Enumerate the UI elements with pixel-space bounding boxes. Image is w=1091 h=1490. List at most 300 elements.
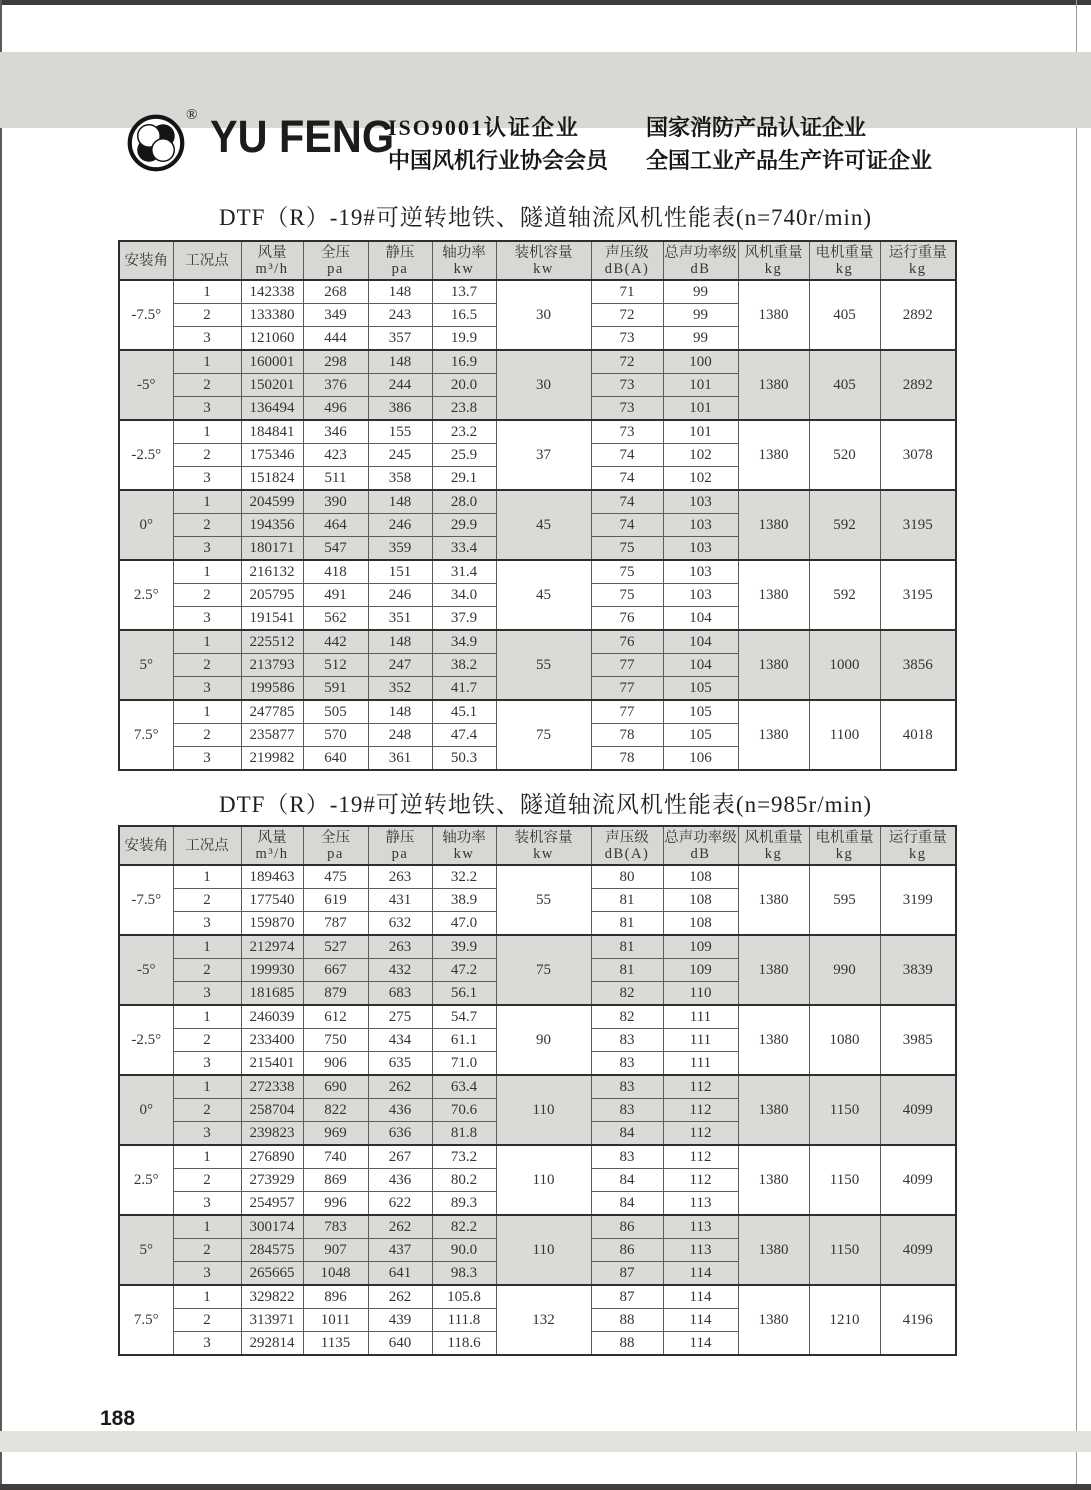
table-row [119, 935, 956, 959]
cell-flow: 216132 [241, 560, 303, 584]
header-row [119, 241, 956, 280]
cell-static-pressure: 386 [368, 397, 432, 421]
cell-motor-weight: 405 [809, 350, 880, 420]
cell-total-pressure: 527 [303, 935, 368, 959]
cell-fan-weight: 1380 [738, 420, 809, 490]
cell-flow: 329822 [241, 1285, 303, 1309]
column-header: 工况点 [173, 826, 241, 865]
cell-point: 3 [173, 1262, 241, 1286]
cell-point: 1 [173, 700, 241, 724]
cell-swl: 111 [663, 1052, 738, 1076]
cell-shaft-power: 80.2 [432, 1169, 496, 1192]
cell-static-pressure: 635 [368, 1052, 432, 1076]
cell-angle: 7.5° [119, 1285, 173, 1355]
cell-capacity: 110 [496, 1215, 591, 1285]
cell-fan-weight: 1380 [738, 280, 809, 350]
cell-total-pressure: 512 [303, 654, 368, 677]
cell-point: 3 [173, 1332, 241, 1356]
cell-spl: 73 [591, 374, 663, 397]
cell-shaft-power: 61.1 [432, 1029, 496, 1052]
cell-motor-weight: 1080 [809, 1005, 880, 1075]
cell-fan-weight: 1380 [738, 700, 809, 770]
cell-flow: 160001 [241, 350, 303, 374]
cell-shaft-power: 37.9 [432, 607, 496, 631]
cell-shaft-power: 32.2 [432, 865, 496, 889]
cell-spl: 84 [591, 1192, 663, 1216]
column-header: 风机重量 kg [738, 241, 809, 280]
cell-angle: -2.5° [119, 1005, 173, 1075]
table-row [119, 1285, 956, 1309]
cell-total-pressure: 298 [303, 350, 368, 374]
cell-swl: 114 [663, 1262, 738, 1286]
cell-spl: 81 [591, 959, 663, 982]
performance-table [118, 825, 957, 1356]
cell-spl: 74 [591, 490, 663, 514]
cell-shaft-power: 111.8 [432, 1309, 496, 1332]
cell-swl: 100 [663, 350, 738, 374]
cell-static-pressure: 148 [368, 350, 432, 374]
cell-shaft-power: 73.2 [432, 1145, 496, 1169]
cell-flow: 199586 [241, 677, 303, 701]
cell-flow: 205795 [241, 584, 303, 607]
cell-angle: 2.5° [119, 560, 173, 630]
cell-flow: 151824 [241, 467, 303, 491]
cell-static-pressure: 361 [368, 747, 432, 771]
cell-spl: 84 [591, 1169, 663, 1192]
cert-line: ISO9001认证企业 [388, 115, 580, 140]
cell-operating-weight: 3199 [880, 865, 956, 935]
column-header: 运行重量 kg [880, 241, 956, 280]
fan-pinwheel-logo-icon [126, 113, 186, 173]
cell-total-pressure: 869 [303, 1169, 368, 1192]
cell-total-pressure: 418 [303, 560, 368, 584]
cell-spl: 78 [591, 724, 663, 747]
cell-angle: -5° [119, 350, 173, 420]
cell-static-pressure: 437 [368, 1239, 432, 1262]
cell-capacity: 45 [496, 490, 591, 560]
cell-point: 3 [173, 982, 241, 1006]
cell-static-pressure: 262 [368, 1215, 432, 1239]
cell-swl: 101 [663, 374, 738, 397]
cell-operating-weight: 4099 [880, 1075, 956, 1145]
cell-point: 2 [173, 374, 241, 397]
cell-total-pressure: 562 [303, 607, 368, 631]
cell-static-pressure: 434 [368, 1029, 432, 1052]
table-row [119, 1005, 956, 1029]
cell-spl: 84 [591, 1122, 663, 1146]
cell-total-pressure: 511 [303, 467, 368, 491]
cell-total-pressure: 619 [303, 889, 368, 912]
cell-swl: 114 [663, 1332, 738, 1356]
cell-swl: 108 [663, 865, 738, 889]
cell-static-pressure: 263 [368, 935, 432, 959]
column-header: 风量 m³/h [241, 241, 303, 280]
cell-motor-weight: 1000 [809, 630, 880, 700]
cell-flow: 233400 [241, 1029, 303, 1052]
cell-flow: 199930 [241, 959, 303, 982]
cell-flow: 284575 [241, 1239, 303, 1262]
cell-shaft-power: 71.0 [432, 1052, 496, 1076]
cell-swl: 103 [663, 584, 738, 607]
cell-flow: 235877 [241, 724, 303, 747]
cell-swl: 110 [663, 982, 738, 1006]
cell-fan-weight: 1380 [738, 935, 809, 1005]
cell-operating-weight: 4018 [880, 700, 956, 770]
cell-spl: 83 [591, 1052, 663, 1076]
cell-point: 1 [173, 280, 241, 304]
cell-static-pressure: 148 [368, 630, 432, 654]
cell-shaft-power: 16.5 [432, 304, 496, 327]
cell-flow: 215401 [241, 1052, 303, 1076]
cell-shaft-power: 39.9 [432, 935, 496, 959]
column-header: 全压 pa [303, 826, 368, 865]
cell-swl: 112 [663, 1169, 738, 1192]
cell-swl: 104 [663, 607, 738, 631]
cell-swl: 108 [663, 889, 738, 912]
cell-swl: 104 [663, 654, 738, 677]
cell-flow: 177540 [241, 889, 303, 912]
cell-fan-weight: 1380 [738, 1075, 809, 1145]
cell-spl: 76 [591, 607, 663, 631]
cell-fan-weight: 1380 [738, 630, 809, 700]
performance-table [118, 240, 957, 771]
column-header: 声压级 dB(A) [591, 241, 663, 280]
cell-flow: 273929 [241, 1169, 303, 1192]
cell-static-pressure: 244 [368, 374, 432, 397]
cell-total-pressure: 570 [303, 724, 368, 747]
cell-spl: 73 [591, 327, 663, 351]
cert-line: 国家消防产品认证企业 [646, 115, 867, 140]
cell-point: 2 [173, 444, 241, 467]
cell-shaft-power: 34.9 [432, 630, 496, 654]
cell-operating-weight: 3839 [880, 935, 956, 1005]
cell-point: 2 [173, 1099, 241, 1122]
cell-shaft-power: 33.4 [432, 537, 496, 561]
cell-point: 2 [173, 1169, 241, 1192]
cell-spl: 78 [591, 747, 663, 771]
cell-shaft-power: 38.9 [432, 889, 496, 912]
cell-static-pressure: 267 [368, 1145, 432, 1169]
column-header: 风机重量 kg [738, 826, 809, 865]
cell-swl: 109 [663, 959, 738, 982]
cell-motor-weight: 592 [809, 490, 880, 560]
cell-angle: -7.5° [119, 865, 173, 935]
cell-static-pressure: 439 [368, 1309, 432, 1332]
cell-static-pressure: 622 [368, 1192, 432, 1216]
cell-swl: 101 [663, 397, 738, 421]
cell-swl: 103 [663, 490, 738, 514]
cell-total-pressure: 475 [303, 865, 368, 889]
performance-table-985rpm [118, 825, 956, 1356]
cell-capacity: 75 [496, 935, 591, 1005]
cell-static-pressure: 640 [368, 1332, 432, 1356]
cell-flow: 159870 [241, 912, 303, 936]
cell-motor-weight: 592 [809, 560, 880, 630]
cell-swl: 112 [663, 1122, 738, 1146]
cell-point: 3 [173, 912, 241, 936]
cell-total-pressure: 896 [303, 1285, 368, 1309]
cell-capacity: 30 [496, 280, 591, 350]
column-header: 总声功率级 dB [663, 826, 738, 865]
cell-angle: -2.5° [119, 420, 173, 490]
cell-spl: 86 [591, 1215, 663, 1239]
cell-total-pressure: 464 [303, 514, 368, 537]
cell-shaft-power: 105.8 [432, 1285, 496, 1309]
cell-total-pressure: 667 [303, 959, 368, 982]
cell-static-pressure: 262 [368, 1285, 432, 1309]
cell-point: 1 [173, 1285, 241, 1309]
table-row [119, 630, 956, 654]
cell-flow: 212974 [241, 935, 303, 959]
header-row [119, 826, 956, 865]
cell-spl: 83 [591, 1075, 663, 1099]
cell-static-pressure: 641 [368, 1262, 432, 1286]
column-header: 静压 pa [368, 826, 432, 865]
cell-swl: 103 [663, 514, 738, 537]
column-header: 电机重量 kg [809, 826, 880, 865]
registered-trademark-symbol: ® [186, 107, 198, 123]
table-row [119, 1075, 956, 1099]
cell-shaft-power: 38.2 [432, 654, 496, 677]
column-header: 装机容量 kw [496, 826, 591, 865]
cell-static-pressure: 245 [368, 444, 432, 467]
cell-spl: 87 [591, 1285, 663, 1309]
cell-swl: 112 [663, 1145, 738, 1169]
cell-angle: 5° [119, 630, 173, 700]
cell-capacity: 90 [496, 1005, 591, 1075]
cell-total-pressure: 640 [303, 747, 368, 771]
cell-total-pressure: 547 [303, 537, 368, 561]
cell-total-pressure: 442 [303, 630, 368, 654]
cell-swl: 112 [663, 1075, 738, 1099]
table-row [119, 865, 956, 889]
cell-operating-weight: 2892 [880, 280, 956, 350]
cell-motor-weight: 1150 [809, 1145, 880, 1215]
cell-spl: 80 [591, 865, 663, 889]
cell-total-pressure: 1135 [303, 1332, 368, 1356]
table-row [119, 1215, 956, 1239]
brand-header-band [0, 52, 1091, 173]
cell-total-pressure: 491 [303, 584, 368, 607]
cell-flow: 225512 [241, 630, 303, 654]
cell-static-pressure: 148 [368, 490, 432, 514]
cell-swl: 111 [663, 1005, 738, 1029]
cell-point: 2 [173, 889, 241, 912]
cell-total-pressure: 690 [303, 1075, 368, 1099]
cell-point: 3 [173, 1052, 241, 1076]
cell-motor-weight: 520 [809, 420, 880, 490]
cell-point: 1 [173, 420, 241, 444]
cell-flow: 276890 [241, 1145, 303, 1169]
table-title-740rpm: DTF（R）-19#可逆转地铁、隧道轴流风机性能表(n=740r/min) [218, 205, 873, 230]
cell-shaft-power: 28.0 [432, 490, 496, 514]
cell-fan-weight: 1380 [738, 1145, 809, 1215]
cell-total-pressure: 969 [303, 1122, 368, 1146]
cell-shaft-power: 29.1 [432, 467, 496, 491]
cell-angle: -7.5° [119, 280, 173, 350]
cell-swl: 103 [663, 560, 738, 584]
cell-angle: -5° [119, 935, 173, 1005]
cell-spl: 77 [591, 700, 663, 724]
cell-shaft-power: 118.6 [432, 1332, 496, 1356]
cell-shaft-power: 82.2 [432, 1215, 496, 1239]
cell-flow: 121060 [241, 327, 303, 351]
cell-flow: 254957 [241, 1192, 303, 1216]
brand-name: YU FENG [210, 111, 395, 162]
cell-point: 1 [173, 1005, 241, 1029]
cell-static-pressure: 636 [368, 1122, 432, 1146]
cell-swl: 113 [663, 1192, 738, 1216]
cell-spl: 86 [591, 1239, 663, 1262]
cell-total-pressure: 376 [303, 374, 368, 397]
cell-capacity: 110 [496, 1075, 591, 1145]
cell-operating-weight: 3856 [880, 630, 956, 700]
cell-flow: 239823 [241, 1122, 303, 1146]
cell-shaft-power: 47.2 [432, 959, 496, 982]
cell-spl: 88 [591, 1332, 663, 1356]
cell-swl: 111 [663, 1029, 738, 1052]
cell-fan-weight: 1380 [738, 490, 809, 560]
cell-capacity: 55 [496, 630, 591, 700]
cell-point: 3 [173, 1122, 241, 1146]
cell-motor-weight: 595 [809, 865, 880, 935]
cell-operating-weight: 3195 [880, 490, 956, 560]
cell-flow: 292814 [241, 1332, 303, 1356]
column-header: 装机容量 kw [496, 241, 591, 280]
cell-total-pressure: 907 [303, 1239, 368, 1262]
cell-point: 2 [173, 724, 241, 747]
cell-shaft-power: 19.9 [432, 327, 496, 351]
cell-point: 1 [173, 630, 241, 654]
cell-swl: 106 [663, 747, 738, 771]
cell-point: 1 [173, 1215, 241, 1239]
cell-total-pressure: 505 [303, 700, 368, 724]
cell-shaft-power: 31.4 [432, 560, 496, 584]
cell-flow: 133380 [241, 304, 303, 327]
footer-rule-band [0, 1431, 1091, 1452]
cell-shaft-power: 56.1 [432, 982, 496, 1006]
cell-shaft-power: 29.9 [432, 514, 496, 537]
cell-point: 2 [173, 514, 241, 537]
cell-flow: 204599 [241, 490, 303, 514]
cell-total-pressure: 390 [303, 490, 368, 514]
cell-operating-weight: 2892 [880, 350, 956, 420]
cell-capacity: 37 [496, 420, 591, 490]
cell-swl: 113 [663, 1239, 738, 1262]
cell-total-pressure: 740 [303, 1145, 368, 1169]
column-header: 安装角 [119, 241, 173, 280]
page-right-edge [1076, 0, 1077, 1490]
cell-motor-weight: 1100 [809, 700, 880, 770]
cell-angle: 0° [119, 1075, 173, 1145]
cell-capacity: 75 [496, 700, 591, 770]
cell-point: 3 [173, 537, 241, 561]
cell-total-pressure: 1011 [303, 1309, 368, 1332]
cell-shaft-power: 54.7 [432, 1005, 496, 1029]
cell-flow: 246039 [241, 1005, 303, 1029]
cell-spl: 75 [591, 537, 663, 561]
cell-point: 3 [173, 397, 241, 421]
cell-total-pressure: 996 [303, 1192, 368, 1216]
cell-shaft-power: 23.8 [432, 397, 496, 421]
cell-angle: 0° [119, 490, 173, 560]
cell-flow: 194356 [241, 514, 303, 537]
column-header: 电机重量 kg [809, 241, 880, 280]
cell-flow: 184841 [241, 420, 303, 444]
cell-point: 3 [173, 677, 241, 701]
cell-spl: 74 [591, 467, 663, 491]
cell-flow: 142338 [241, 280, 303, 304]
cell-swl: 108 [663, 912, 738, 936]
cell-spl: 75 [591, 560, 663, 584]
cell-shaft-power: 47.4 [432, 724, 496, 747]
cell-total-pressure: 591 [303, 677, 368, 701]
cell-shaft-power: 47.0 [432, 912, 496, 936]
column-header: 风量 m³/h [241, 826, 303, 865]
cell-swl: 102 [663, 444, 738, 467]
cell-point: 1 [173, 350, 241, 374]
cell-shaft-power: 13.7 [432, 280, 496, 304]
cell-total-pressure: 612 [303, 1005, 368, 1029]
cell-static-pressure: 246 [368, 584, 432, 607]
cell-fan-weight: 1380 [738, 560, 809, 630]
cell-fan-weight: 1380 [738, 865, 809, 935]
cell-shaft-power: 23.2 [432, 420, 496, 444]
cell-total-pressure: 822 [303, 1099, 368, 1122]
table-title-985rpm: DTF（R）-19#可逆转地铁、隧道轴流风机性能表(n=985r/min) [218, 792, 873, 817]
cell-spl: 81 [591, 935, 663, 959]
cell-spl: 82 [591, 982, 663, 1006]
cell-static-pressure: 246 [368, 514, 432, 537]
page-number: 188 [100, 1407, 136, 1430]
cell-point: 1 [173, 560, 241, 584]
cell-total-pressure: 268 [303, 280, 368, 304]
cell-spl: 77 [591, 677, 663, 701]
cell-capacity: 110 [496, 1145, 591, 1215]
column-header: 总声功率级 dB [663, 241, 738, 280]
cell-point: 2 [173, 1239, 241, 1262]
column-header: 工况点 [173, 241, 241, 280]
cell-shaft-power: 81.8 [432, 1122, 496, 1146]
cell-shaft-power: 90.0 [432, 1239, 496, 1262]
cell-motor-weight: 405 [809, 280, 880, 350]
cell-static-pressure: 359 [368, 537, 432, 561]
cell-total-pressure: 787 [303, 912, 368, 936]
page-top-rule [0, 0, 1091, 5]
cell-shaft-power: 50.3 [432, 747, 496, 771]
cell-motor-weight: 990 [809, 935, 880, 1005]
cell-flow: 219982 [241, 747, 303, 771]
cell-swl: 101 [663, 420, 738, 444]
cell-operating-weight: 4099 [880, 1215, 956, 1285]
table-row [119, 490, 956, 514]
cell-static-pressure: 247 [368, 654, 432, 677]
cert-line: 全国工业产品生产许可证企业 [646, 148, 933, 173]
cell-capacity: 132 [496, 1285, 591, 1355]
cell-total-pressure: 444 [303, 327, 368, 351]
table-row [119, 1145, 956, 1169]
cell-spl: 83 [591, 1099, 663, 1122]
cell-spl: 76 [591, 630, 663, 654]
cell-spl: 73 [591, 397, 663, 421]
cell-point: 1 [173, 490, 241, 514]
cell-shaft-power: 45.1 [432, 700, 496, 724]
cell-angle: 2.5° [119, 1145, 173, 1215]
column-header: 运行重量 kg [880, 826, 956, 865]
cell-point: 1 [173, 1075, 241, 1099]
cell-static-pressure: 151 [368, 560, 432, 584]
cell-shaft-power: 89.3 [432, 1192, 496, 1216]
